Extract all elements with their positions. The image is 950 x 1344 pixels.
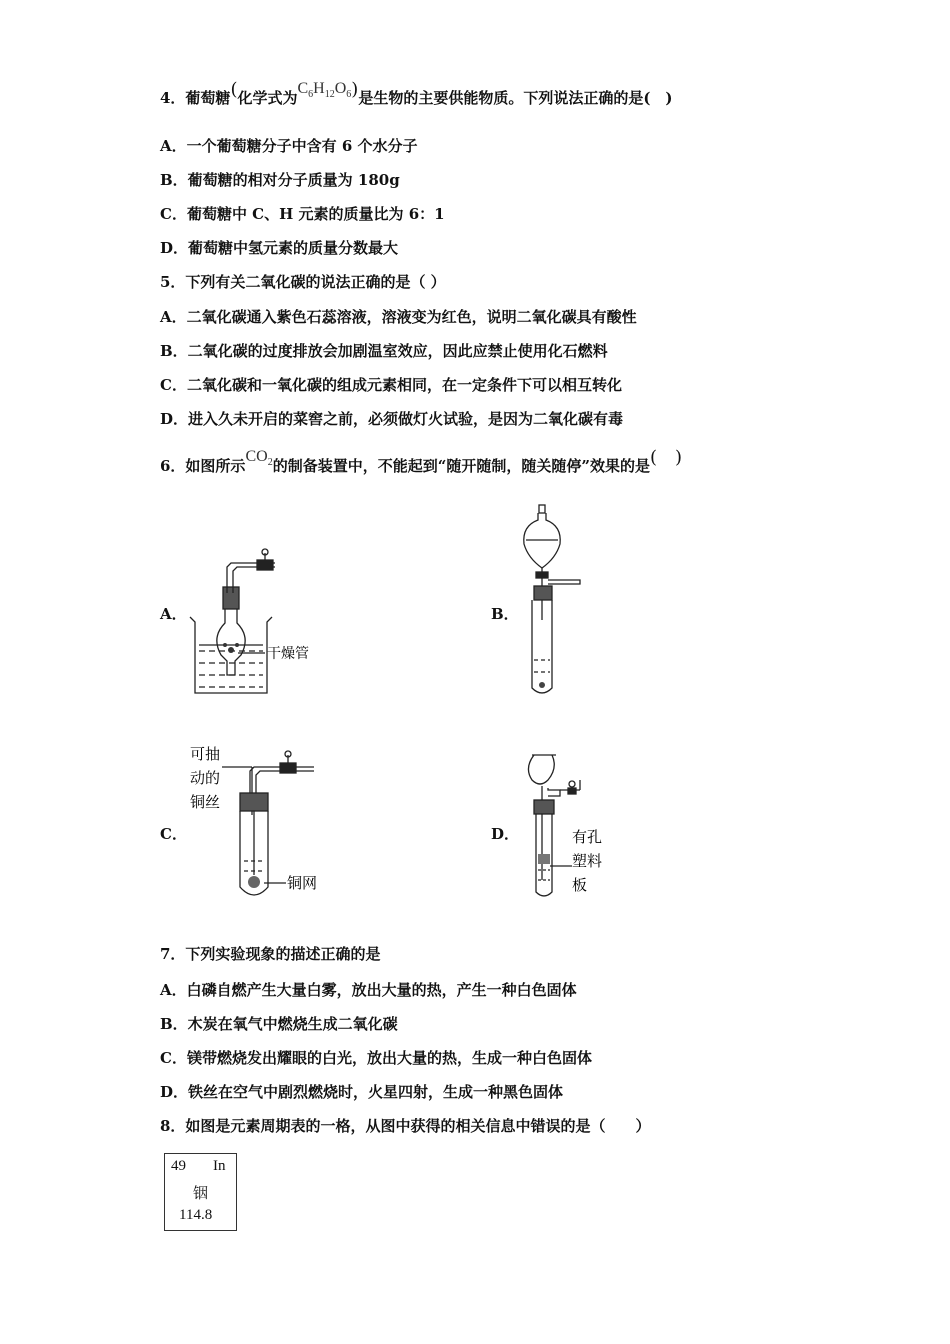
q6-option-a-label: A． xyxy=(160,605,187,623)
svg-text:可抽: 可抽 xyxy=(190,745,221,763)
q5-option-c: C．二氧化碳和一氧化碳的组成元素相同，在一定条件下可以相互转化 xyxy=(160,376,622,394)
q7-option-b: B．木炭在氧气中燃烧生成二氧化碳 xyxy=(160,1015,398,1033)
svg-text:铜网: 铜网 xyxy=(287,874,318,892)
q5-stem: 5．下列有关二氧化碳的说法正确的是（ ） xyxy=(160,273,446,291)
a-tube-label: 干燥管 xyxy=(267,646,309,662)
q6-option-b-label: B． xyxy=(491,605,519,623)
svg-text:塑料: 塑料 xyxy=(572,852,603,870)
q4-option-c: C．葡萄糖中 C、H 元素的质量比为 6：1 xyxy=(160,205,445,223)
glucose-formula: $C_6H_{12}O_6$ xyxy=(297,80,352,101)
q6-option-d-label: D． xyxy=(491,825,520,843)
q7-stem: 7．下列实验现象的描述正确的是 xyxy=(160,945,381,963)
apparatus-a-beaker-drying-tube xyxy=(185,545,335,700)
q6-option-c-label: C． xyxy=(160,825,187,843)
q4-option-d: D．葡萄糖中氢元素的质量分数最大 xyxy=(160,239,399,257)
q7-option-a: A．白磷自燃产生大量白雾，放出大量的热，产生一种白色固体 xyxy=(160,981,577,999)
element-name: 铟 xyxy=(193,1184,209,1202)
q5-option-a: A．二氧化碳通入紫色石蕊溶液，溶液变为红色，说明二氧化碳具有酸性 xyxy=(160,308,637,326)
q7-option-d: D．铁丝在空气中剧烈燃烧时，火星四射，生成一种黑色固体 xyxy=(160,1083,564,1101)
atomic-mass: 114.8 xyxy=(179,1207,213,1223)
q5-option-d: D．进入久未开启的菜窖之前，必须做灯火试验，是因为二氧化碳有毒 xyxy=(160,410,624,428)
q4-stem: 4．葡萄糖(化学式为$C_6H_{12}O_6$)是生物的主要供能物质。下列说法正确的是( ) xyxy=(160,79,673,107)
svg-text:有孔: 有孔 xyxy=(572,828,603,846)
q4-option-b: B．葡萄糖的相对分子质量为 180g xyxy=(160,171,400,189)
apparatus-b-funnel-tube xyxy=(520,500,590,700)
q4-option-a: A．一个葡萄糖分子中含有 6 个水分子 xyxy=(160,137,418,155)
element-symbol: In xyxy=(213,1158,226,1174)
apparatus-d-perforated-plate-tube xyxy=(520,750,620,905)
svg-text:动的: 动的 xyxy=(190,769,221,787)
svg-text:铜丝: 铜丝 xyxy=(190,793,221,811)
q5-option-b: B．二氧化碳的过度排放会加剧温室效应，因此应禁止使用化石燃料 xyxy=(160,342,608,360)
co2-formula: $CO_2$ xyxy=(245,448,273,469)
periodic-table-cell xyxy=(164,1153,237,1231)
q8-stem: 8．如图是元素周期表的一格，从图中获得的相关信息中错误的是（ ） xyxy=(160,1117,651,1135)
apparatus-c-copper-wire-tube xyxy=(190,745,340,905)
q6-stem: 6．如图所示$CO_2$的制备装置中，不能起到“随开随制，随关随停”效果的是( ) xyxy=(160,447,682,475)
atomic-number: 49 xyxy=(171,1158,186,1174)
svg-text:板: 板 xyxy=(572,876,588,894)
q7-option-c: C．镁带燃烧发出耀眼的白光，放出大量的热，生成一种白色固体 xyxy=(160,1049,592,1067)
